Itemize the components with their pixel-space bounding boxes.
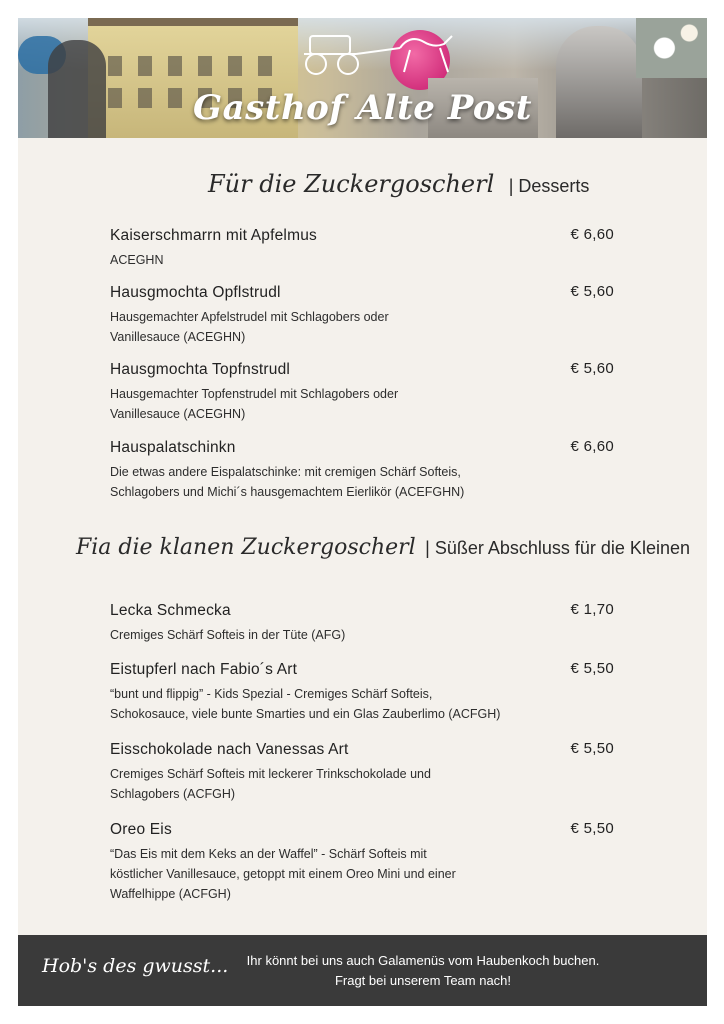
menu-item — [110, 660, 620, 724]
section-subtitle: Desserts — [518, 176, 590, 196]
banner-flowers-image — [636, 18, 707, 78]
item-name: Hausgmochta Topfnstrudl — [110, 361, 291, 378]
restaurant-name: Gasthof Alte Post — [193, 88, 532, 128]
section-separator: | — [498, 176, 519, 196]
item-description: ACEGHN — [110, 253, 164, 267]
item-description: Cremiges Schärf Softeis in der Tüte (AFG) — [110, 628, 346, 642]
item-price: € 5,50 — [570, 740, 614, 757]
item-price: € 5,60 — [570, 360, 614, 377]
item-name: Eistupferl nach Fabio´s Art — [110, 661, 298, 678]
item-name: Hauspalatschinkn — [110, 439, 236, 456]
item-description: Hausgemachter Topfenstrudel mit Schlagobers oder Vanillesauce (ACEGHN) — [110, 387, 399, 421]
item-description: “bunt und flippig” - Kids Spezial - Cremiges Schärf Softeis, Schokosauce, viele bunte Smarties und ein Glas Zauberlimo (ACFGH) — [110, 687, 501, 721]
section-title-kids — [76, 535, 690, 560]
item-description: “Das Eis mit dem Keks an der Waffel” - Schärf Softeis mit köstlicher Vanillesauce, getoppt mit einem Oreo Mini und einer Waffelhippe (ACFGH) — [110, 847, 456, 901]
header-banner — [18, 18, 707, 138]
item-price: € 6,60 — [570, 438, 614, 455]
section-subtitle: Süßer Abschluss für die Kleinen — [434, 538, 690, 558]
item-name: Eisschokolade nach Vanessas Art — [110, 741, 349, 758]
menu-item — [110, 226, 620, 270]
section-script-title: Für die Zuckergoscherl — [208, 170, 495, 198]
footer-bar — [18, 935, 707, 1006]
footer-handwriting: Hob's des gwusst... — [42, 955, 229, 977]
menu-item — [110, 740, 620, 804]
item-name: Oreo Eis — [110, 821, 172, 838]
section-separator: | — [420, 538, 435, 558]
item-description: Die etwas andere Eispalatschinke: mit cremigen Schärf Softeis, Schlagobers und Michi´s hausgemachtem Eierlikör (ACEFGHN) — [110, 465, 465, 499]
item-price: € 1,70 — [570, 601, 614, 618]
item-price: € 5,60 — [570, 283, 614, 300]
menu-item — [110, 601, 620, 645]
carriage-icon — [290, 26, 480, 78]
item-name: Kaiserschmarrn mit Apfelmus — [110, 227, 317, 244]
item-name: Hausgmochta Opflstrudl — [110, 284, 281, 301]
item-price: € 5,50 — [570, 820, 614, 837]
footer-note: Ihr könnt bei uns auch Galamenüs vom Haubenkoch buchen. Fragt bei unserem Team nach! — [246, 953, 600, 988]
menu-item — [110, 360, 620, 424]
menu-item — [110, 820, 620, 904]
menu-page — [18, 18, 707, 1006]
section-script-title: Fia die klanen Zuckergoscherl — [76, 535, 416, 560]
item-description: Cremiges Schärf Softeis mit leckerer Trinkschokolade und Schlagobers (ACFGH) — [110, 767, 431, 801]
menu-item — [110, 438, 620, 502]
item-price: € 6,60 — [570, 226, 614, 243]
item-description: Hausgemachter Apfelstrudel mit Schlagobers oder Vanillesauce (ACEGHN) — [110, 310, 389, 344]
item-name: Lecka Schmecka — [110, 602, 231, 619]
section-title-desserts — [208, 170, 589, 198]
item-price: € 5,50 — [570, 660, 614, 677]
menu-item — [110, 283, 620, 347]
